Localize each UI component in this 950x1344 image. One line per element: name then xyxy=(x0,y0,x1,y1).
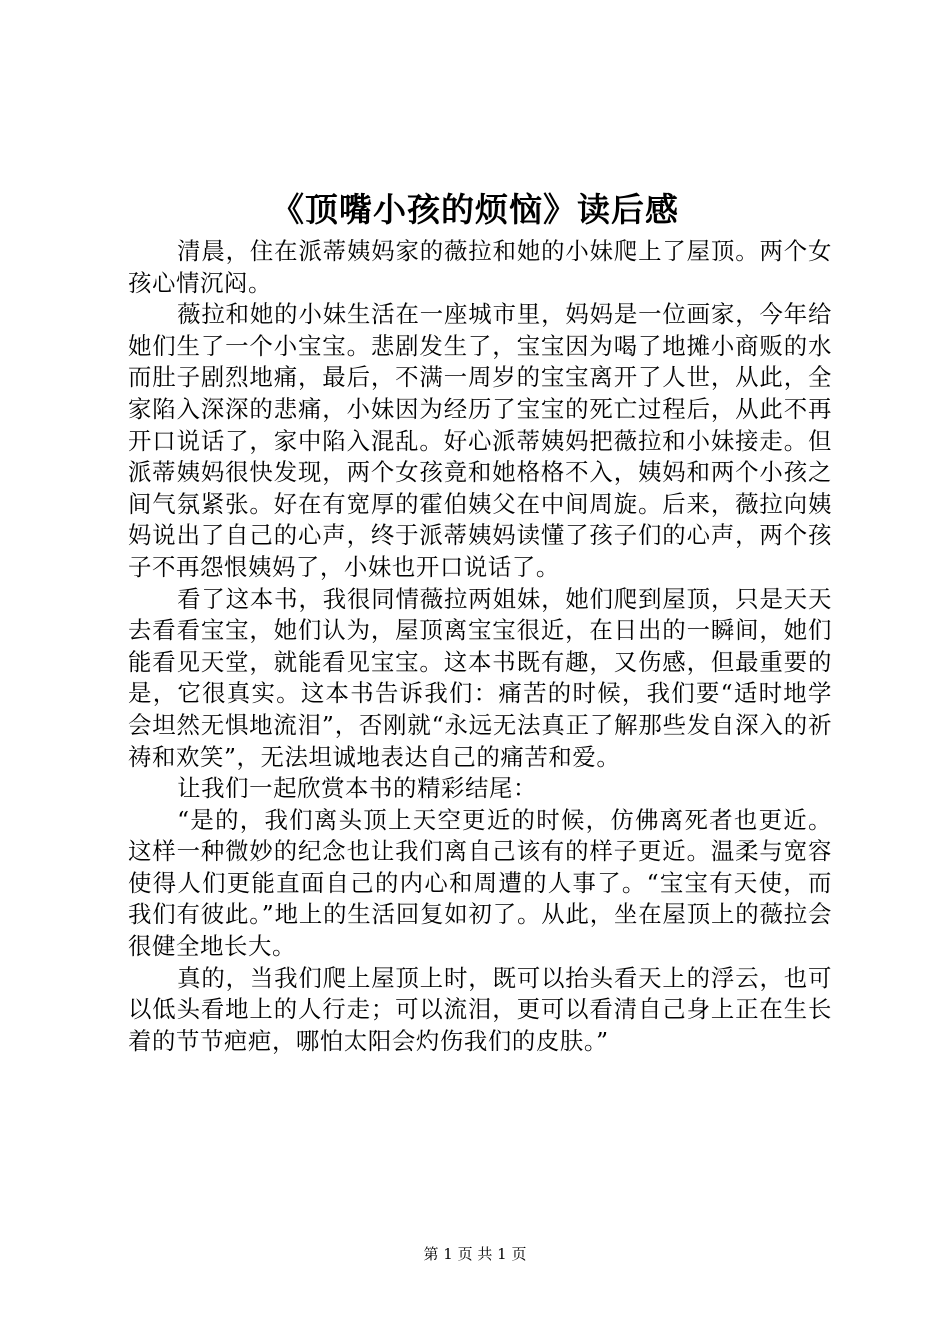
document-title: 《顶嘴小孩的烦恼》读后感 xyxy=(271,190,679,229)
paragraph-3: 看了这本书，我很同情薇拉两姐妹，她们爬到屋顶，只是天天去看看宝宝，她们认为，屋顶离宝宝很近，在日出的一瞬间，她们能看见天堂，就能看见宝宝。这本书既有趣，又伤感，但最重要的是，它很真实。这本书告诉我们：痛苦的时候，我们要“适时地学会坦然无惧地流泪”，否刚就“永远无法真正了解那些发自深入的祈祷和欢笑”，无法坦诚地表达自己的痛苦和爱。 xyxy=(128,584,832,771)
page-number-footer: 第 1 页 共 1 页 xyxy=(423,1245,527,1263)
paragraph-2: 薇拉和她的小妹生活在一座城市里，妈妈是一位画家，今年给她们生了一个小宝宝。悲剧发生了，宝宝因为喝了地摊小商贩的水而肚子剧烈地痛，最后，不满一周岁的宝宝离开了人世，从此，全家陷入深深的悲痛，小妹因为经历了宝宝的死亡过程后，从此不再开口说话了，家中陷入混乱。好心派蒂姨妈把薇拉和小妹接走。但派蒂姨妈很快发现，两个女孩竟和她格格不入，姨妈和两个小孩之间气氛紧张。好在有宽厚的霍伯姨父在中间周旋。后来，薇拉向姨妈说出了自己的心声，终于派蒂姨妈读懂了孩子们的心声，两个孩子不再怨恨姨妈了，小妹也开口说话了。 xyxy=(128,300,832,581)
paragraph-4: 让我们一起欣赏本书的精彩结尾： xyxy=(177,774,537,803)
document-body xyxy=(128,236,832,1057)
paragraph-6: 真的，当我们爬上屋顶上时，既可以抬头看天上的浮云，也可以低头看地上的人行走；可以流泪，更可以看清自己身上正在生长着的节节疤疤，哪怕太阳会灼伤我们的皮肤。” xyxy=(128,963,832,1055)
paragraph-5: “是的，我们离头顶上天空更近的时候，仿佛离死者也更近。这样一种微妙的纪念也让我们离自己该有的样子更近。温柔与宽容使得人们更能直面自己的内心和周遭的人事了。“宝宝有天使，而我们有彼此。”地上的生活回复如初了。从此，坐在屋顶上的薇拉会很健全地长大。 xyxy=(128,805,832,961)
paragraph-1: 清晨，住在派蒂姨妈家的薇拉和她的小妹爬上了屋顶。两个女孩心情沉闷。 xyxy=(128,237,832,297)
